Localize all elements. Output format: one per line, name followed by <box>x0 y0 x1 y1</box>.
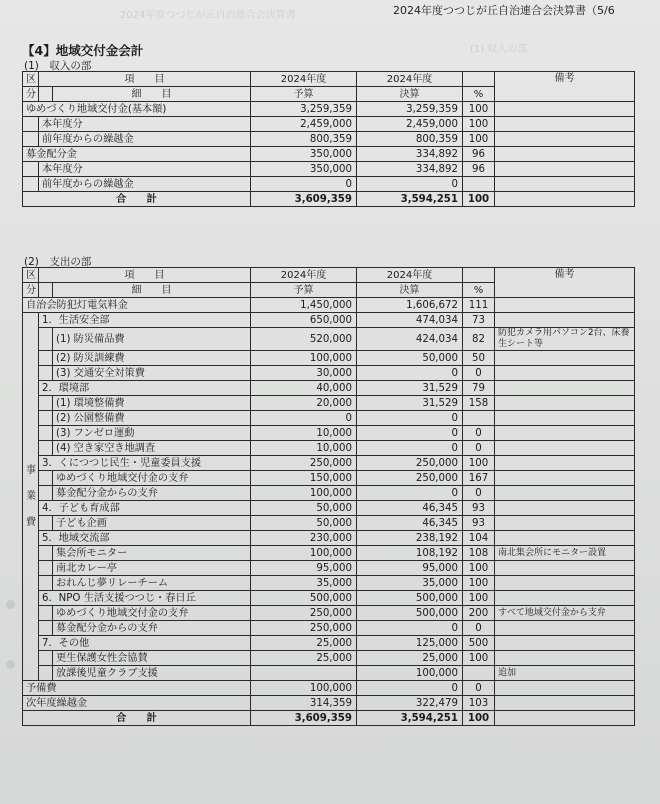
header-komoku: 項 目 <box>39 268 251 283</box>
expense-budget: 100,000 <box>251 486 357 501</box>
income-ku-cell <box>23 177 39 192</box>
income-header-row-1 <box>23 72 635 87</box>
expense-budget: 50,000 <box>251 501 357 516</box>
expense-dept-label: 1．生活安全部 <box>39 313 251 328</box>
income-row <box>23 102 635 117</box>
expense-reserve-row <box>23 681 635 696</box>
expense-item-label: (1) 防災備品費 <box>53 328 251 351</box>
expense-indent-cell <box>39 366 53 381</box>
expense-total-row <box>23 711 635 726</box>
expense-dept-label: 2．環境部 <box>39 381 251 396</box>
carry-actual: 322,479 <box>357 696 463 711</box>
income-title: (1) 収入の部 <box>24 60 92 72</box>
income-ku-cell <box>23 117 39 132</box>
expense-budget: 150,000 <box>251 471 357 486</box>
expense-note <box>495 636 635 651</box>
expense-indent-cell <box>39 426 53 441</box>
expense-dept-label: 7．その他 <box>39 636 251 651</box>
reserve-actual: 0 <box>357 681 463 696</box>
expense-indent-cell <box>39 328 53 351</box>
expense-budget: 100,000 <box>251 351 357 366</box>
expense-row <box>23 621 635 636</box>
header-budget: 予算 <box>251 283 357 298</box>
expense-note: 南北集会所にモニター設置 <box>495 546 635 561</box>
income-item-label: 募金配分金 <box>23 147 251 162</box>
carry-pct: 103 <box>463 696 495 711</box>
income-row <box>23 147 635 162</box>
expense-budget: 25,000 <box>251 636 357 651</box>
income-row <box>23 162 635 177</box>
header-bikou: 備考 <box>495 268 635 298</box>
expense-actual: 31,529 <box>357 396 463 411</box>
expense-note <box>495 381 635 396</box>
income-sub-label: 前年度からの繰越金 <box>39 132 251 147</box>
expense-row <box>23 366 635 381</box>
expense-item-label: ゆめづくり地域交付金の支弁 <box>53 471 251 486</box>
income-sub-label: 前年度からの繰越金 <box>39 177 251 192</box>
income-budget: 350,000 <box>251 162 357 177</box>
expense-row <box>23 546 635 561</box>
header-ku: 区 <box>23 72 39 87</box>
header-saimoku: 細 目 <box>53 283 251 298</box>
carry-budget: 314,359 <box>251 696 357 711</box>
income-actual: 334,892 <box>357 162 463 177</box>
expense-budget: 30,000 <box>251 366 357 381</box>
expense-body <box>23 313 635 681</box>
header-bun: 分 <box>23 283 39 298</box>
expense-actual: 31,529 <box>357 381 463 396</box>
expense-note <box>495 621 635 636</box>
income-total-budget: 3,609,359 <box>251 192 357 207</box>
income-ku-cell <box>23 162 39 177</box>
header-pct-top <box>463 268 495 283</box>
income-item-label: ゆめづくり地域交付金(基本額) <box>23 102 251 117</box>
expense-pct: 0 <box>463 426 495 441</box>
expense-item-label: 南北カレー亭 <box>53 561 251 576</box>
expense-carry-row <box>23 696 635 711</box>
expense-pct: 200 <box>463 606 495 621</box>
expense-note <box>495 591 635 606</box>
expense-pct: 104 <box>463 531 495 546</box>
income-note <box>495 117 635 132</box>
expense-note <box>495 441 635 456</box>
carry-note <box>495 696 635 711</box>
expense-pct: 108 <box>463 546 495 561</box>
expense-indent-cell <box>39 441 53 456</box>
income-pct: 100 <box>463 117 495 132</box>
expense-note <box>495 426 635 441</box>
expense-indent-cell <box>39 516 53 531</box>
expense-budget: 250,000 <box>251 456 357 471</box>
expense-actual: 46,345 <box>357 516 463 531</box>
expense-note <box>495 456 635 471</box>
expense-item-label: 子ども企画 <box>53 516 251 531</box>
expense-total-label: 合 計 <box>23 711 251 726</box>
expense-indent-cell <box>39 471 53 486</box>
section-title: 【4】地域交付金会計 <box>22 43 144 58</box>
expense-budget: 10,000 <box>251 441 357 456</box>
header-bun: 分 <box>23 87 39 102</box>
income-total-label: 合 計 <box>23 192 251 207</box>
expense-pct: 79 <box>463 381 495 396</box>
expense-top-row <box>23 298 635 313</box>
expense-row <box>23 441 635 456</box>
header-year-actual: 2024年度 <box>357 268 463 283</box>
expense-actual: 125,000 <box>357 636 463 651</box>
expense-budget: 0 <box>251 411 357 426</box>
income-actual: 800,359 <box>357 132 463 147</box>
expense-row <box>23 456 635 471</box>
expense-actual: 35,000 <box>357 576 463 591</box>
expense-row <box>23 501 635 516</box>
expense-indent-cell <box>39 621 53 636</box>
expense-row <box>23 351 635 366</box>
expense-item-label: (2) 防災訓練費 <box>53 351 251 366</box>
expense-note <box>495 651 635 666</box>
expense-actual: 100,000 <box>357 666 463 681</box>
expense-budget: 20,000 <box>251 396 357 411</box>
expense-actual: 0 <box>357 411 463 426</box>
expense-indent-cell <box>39 666 53 681</box>
income-budget: 0 <box>251 177 357 192</box>
expense-total-note <box>495 711 635 726</box>
expense-pct: 100 <box>463 456 495 471</box>
income-row <box>23 177 635 192</box>
binder-hole <box>6 600 15 609</box>
jigyo-category-cell: 事業費 <box>23 313 39 681</box>
expense-total-actual: 3,594,251 <box>357 711 463 726</box>
income-ku-cell <box>23 132 39 147</box>
reserve-label: 予備費 <box>23 681 251 696</box>
expense-note <box>495 561 635 576</box>
expense-indent-cell <box>39 411 53 426</box>
expense-row <box>23 531 635 546</box>
expense-budget: 520,000 <box>251 328 357 351</box>
expense-row <box>23 486 635 501</box>
expense-indent-cell <box>39 396 53 411</box>
expense-row <box>23 426 635 441</box>
expense-budget: 500,000 <box>251 591 357 606</box>
header-budget: 予算 <box>251 87 357 102</box>
expense-actual: 0 <box>357 426 463 441</box>
expense-header-row-1 <box>23 268 635 283</box>
expense-item-label: 集会所モニター <box>53 546 251 561</box>
expense-item-label: おれんじ夢リレーチーム <box>53 576 251 591</box>
expense-pct: 73 <box>463 313 495 328</box>
income-actual: 0 <box>357 177 463 192</box>
income-budget: 800,359 <box>251 132 357 147</box>
expense-pct: 500 <box>463 636 495 651</box>
income-note <box>495 132 635 147</box>
expense-row <box>23 313 635 328</box>
header-saimoku: 細 目 <box>53 87 251 102</box>
income-pct: 96 <box>463 147 495 162</box>
expense-pct: 50 <box>463 351 495 366</box>
expense-budget: 650,000 <box>251 313 357 328</box>
expense-budget: 250,000 <box>251 621 357 636</box>
header-pct-top <box>463 72 495 87</box>
expense-pct: 0 <box>463 441 495 456</box>
income-note <box>495 162 635 177</box>
expense-title: (2) 支出の部 <box>24 256 92 268</box>
expense-row <box>23 606 635 621</box>
expense-note <box>495 576 635 591</box>
expense-pct: 100 <box>463 591 495 606</box>
expense-note <box>495 396 635 411</box>
header-year-budget: 2024年度 <box>251 268 357 283</box>
expense-pct: 100 <box>463 561 495 576</box>
income-note <box>495 147 635 162</box>
expense-note <box>495 516 635 531</box>
income-total-row <box>23 192 635 207</box>
expense-top-label: 自治会防犯灯電気料金 <box>23 298 251 313</box>
reserve-note <box>495 681 635 696</box>
expense-indent-cell <box>39 606 53 621</box>
expense-pct: 82 <box>463 328 495 351</box>
header-year-budget: 2024年度 <box>251 72 357 87</box>
income-row <box>23 132 635 147</box>
expense-item-label: 放課後児童クラブ支援 <box>53 666 251 681</box>
expense-actual: 0 <box>357 366 463 381</box>
expense-actual: 250,000 <box>357 471 463 486</box>
income-budget: 350,000 <box>251 147 357 162</box>
expense-note <box>495 471 635 486</box>
expense-budget: 10,000 <box>251 426 357 441</box>
header-komoku: 項 目 <box>39 72 251 87</box>
expense-row <box>23 411 635 426</box>
expense-note: 防犯カメラ用パソコン2台、床養生シート等 <box>495 328 635 351</box>
expense-pct: 100 <box>463 651 495 666</box>
expense-item-label: 募金配分金からの支弁 <box>53 486 251 501</box>
bleed-through-text: (1) 収入の部 <box>470 44 528 55</box>
expense-budget: 25,000 <box>251 651 357 666</box>
expense-actual: 25,000 <box>357 651 463 666</box>
expense-item-label: (3) 交通安全対策費 <box>53 366 251 381</box>
expense-budget: 250,000 <box>251 606 357 621</box>
expense-budget: 95,000 <box>251 561 357 576</box>
expense-pct: 158 <box>463 396 495 411</box>
expense-row <box>23 381 635 396</box>
income-actual: 2,459,000 <box>357 117 463 132</box>
expense-pct <box>463 666 495 681</box>
expense-dept-label: 4．子ども育成部 <box>39 501 251 516</box>
expense-row <box>23 471 635 486</box>
income-sub-label: 本年度分 <box>39 162 251 177</box>
expense-note <box>495 411 635 426</box>
income-pct <box>463 177 495 192</box>
expense-indent-cell <box>39 561 53 576</box>
expense-note <box>495 501 635 516</box>
expense-budget: 40,000 <box>251 381 357 396</box>
expense-pct: 100 <box>463 576 495 591</box>
income-pct: 100 <box>463 132 495 147</box>
expense-dept-label: 5．地域交流部 <box>39 531 251 546</box>
expense-item-label: 更生保護女性会協賛 <box>53 651 251 666</box>
expense-top-note <box>495 298 635 313</box>
expense-row <box>23 666 635 681</box>
expense-pct: 93 <box>463 516 495 531</box>
income-table <box>22 71 635 207</box>
header-pct: % <box>463 283 495 298</box>
expense-top-actual: 1,606,672 <box>357 298 463 313</box>
expense-budget <box>251 666 357 681</box>
expense-dept-label: 6．NPO 生活支援つつじ・春日丘 <box>39 591 251 606</box>
expense-indent-cell <box>39 546 53 561</box>
expense-note <box>495 366 635 381</box>
header-actual: 決算 <box>357 87 463 102</box>
expense-budget: 50,000 <box>251 516 357 531</box>
income-pct: 96 <box>463 162 495 177</box>
expense-item-label: (4) 空き家空き地調査 <box>53 441 251 456</box>
expense-table <box>22 267 635 726</box>
income-actual: 334,892 <box>357 147 463 162</box>
header-actual: 決算 <box>357 283 463 298</box>
expense-actual: 95,000 <box>357 561 463 576</box>
expense-row <box>23 636 635 651</box>
expense-note: 追加 <box>495 666 635 681</box>
expense-indent-cell <box>39 486 53 501</box>
expense-indent-cell <box>39 351 53 366</box>
reserve-pct: 0 <box>463 681 495 696</box>
expense-actual: 0 <box>357 441 463 456</box>
expense-pct: 93 <box>463 501 495 516</box>
income-body <box>23 102 635 192</box>
expense-top-budget: 1,450,000 <box>251 298 357 313</box>
expense-row <box>23 576 635 591</box>
expense-budget: 35,000 <box>251 576 357 591</box>
binder-hole <box>6 660 15 669</box>
expense-budget: 100,000 <box>251 546 357 561</box>
expense-actual: 474,034 <box>357 313 463 328</box>
bleed-through-text: 2024年度つつじが丘自治連合会決算書 <box>120 10 296 21</box>
expense-item-label: (1) 環境整備費 <box>53 396 251 411</box>
expense-actual: 238,192 <box>357 531 463 546</box>
expense-actual: 500,000 <box>357 606 463 621</box>
header-bikou: 備考 <box>495 72 635 102</box>
expense-actual: 0 <box>357 621 463 636</box>
header-year-actual: 2024年度 <box>357 72 463 87</box>
expense-actual: 46,345 <box>357 501 463 516</box>
expense-pct: 167 <box>463 471 495 486</box>
page-header: 2024年度つつじが丘自治連合会決算書（5/6 <box>393 4 615 17</box>
carry-label: 次年度繰越金 <box>23 696 251 711</box>
expense-item-label: (2) 公園整備費 <box>53 411 251 426</box>
expense-actual: 424,034 <box>357 328 463 351</box>
expense-note: すべて地域交付金から支弁 <box>495 606 635 621</box>
expense-row <box>23 328 635 351</box>
expense-row <box>23 591 635 606</box>
expense-item-label: ゆめづくり地域交付金の支弁 <box>53 606 251 621</box>
expense-row <box>23 516 635 531</box>
expense-pct: 0 <box>463 486 495 501</box>
expense-actual: 250,000 <box>357 456 463 471</box>
expense-indent-cell <box>39 576 53 591</box>
expense-pct: 0 <box>463 366 495 381</box>
header-ku: 区 <box>23 268 39 283</box>
expense-actual: 50,000 <box>357 351 463 366</box>
income-total-note <box>495 192 635 207</box>
income-pct: 100 <box>463 102 495 117</box>
expense-note <box>495 313 635 328</box>
expense-note <box>495 486 635 501</box>
header-pct: % <box>463 87 495 102</box>
expense-actual: 108,192 <box>357 546 463 561</box>
expense-budget: 230,000 <box>251 531 357 546</box>
expense-pct <box>463 411 495 426</box>
expense-row <box>23 561 635 576</box>
reserve-budget: 100,000 <box>251 681 357 696</box>
expense-actual: 0 <box>357 486 463 501</box>
expense-pct: 0 <box>463 621 495 636</box>
income-note <box>495 177 635 192</box>
expense-top-pct: 111 <box>463 298 495 313</box>
expense-row <box>23 651 635 666</box>
expense-total-pct: 100 <box>463 711 495 726</box>
expense-item-label: 募金配分金からの支弁 <box>53 621 251 636</box>
income-sub-label: 本年度分 <box>39 117 251 132</box>
expense-actual: 500,000 <box>357 591 463 606</box>
expense-item-label: (3) フンゼロ運動 <box>53 426 251 441</box>
expense-row <box>23 396 635 411</box>
expense-note <box>495 351 635 366</box>
income-note <box>495 102 635 117</box>
income-budget: 2,459,000 <box>251 117 357 132</box>
income-total-pct: 100 <box>463 192 495 207</box>
expense-note <box>495 531 635 546</box>
expense-total-budget: 3,609,359 <box>251 711 357 726</box>
income-actual: 3,259,359 <box>357 102 463 117</box>
income-budget: 3,259,359 <box>251 102 357 117</box>
income-row <box>23 117 635 132</box>
expense-dept-label: 3．くにつつじ民生・児童委員支援 <box>39 456 251 471</box>
income-total-actual: 3,594,251 <box>357 192 463 207</box>
expense-indent-cell <box>39 651 53 666</box>
